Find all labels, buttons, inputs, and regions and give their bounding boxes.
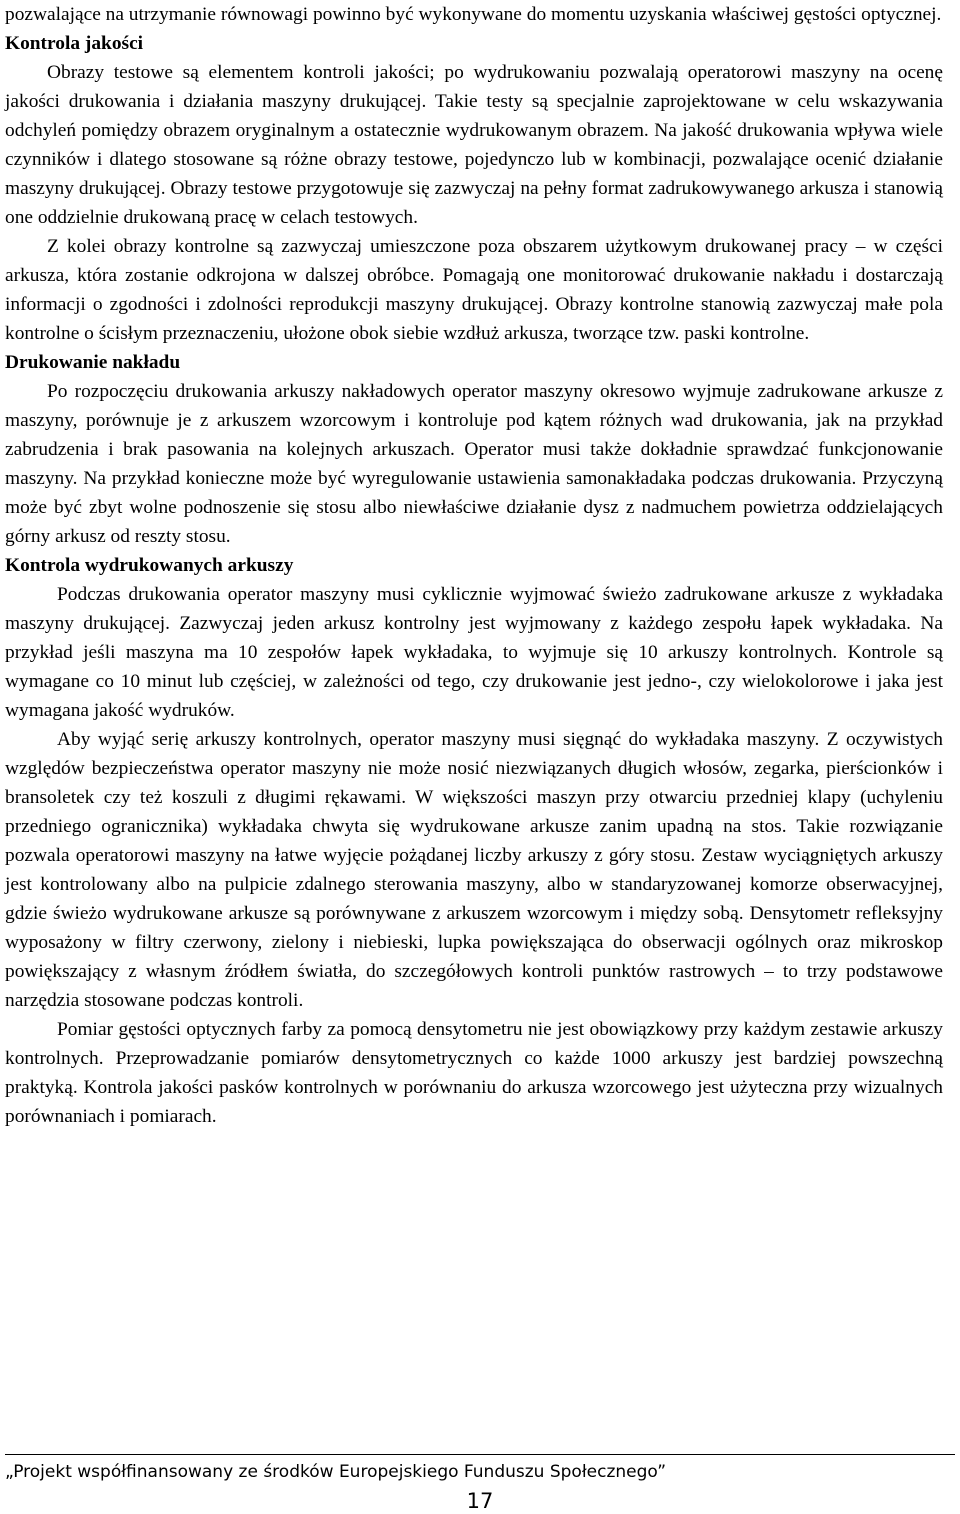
page-number: 17 [466,1489,494,1513]
document-body [5,0,943,1131]
paragraph-wyjmowanie-arkuszy: Podczas drukowania operator maszyny musi cyklicznie wyjmować świeżo zadrukowane arkusze z wykładaka maszyny drukującej. Zazwyczaj jeden arkusz kontrolny jest wyjmowany z każdego zespołu łapek wykładaka. Na przykład jeśli maszyna ma 10 zespołów łapek wykładaka, to wyjmuje się 10 arkuszy kontrolnych. Kontrole są wymagane co 10 minut lub częściej, w zależności od tego, czy drukowanie jest jedno-, czy wielokolorowe i jaka jest wymagana jakość wydruków. [5,584,943,721]
footer-project-note: „Projekt współfinansowany ze środków Europejskiego Funduszu Społecznego” [5,1462,667,1482]
paragraph-pomiar-gestosci: Pomiar gęstości optycznych farby za pomocą densytometru nie jest obowiązkowy przy każdym zestawie arkuszy kontrolnych. Przeprowadzanie pomiarów densytometrycznych co każde 1000 arkuszy jest bardziej powszechną praktyką. Kontrola jakości pasków kontrolnych w porównaniu do arkusza wzorcowego jest użyteczna przy wizualnych porównaniach i pomiarach. [5,1019,943,1127]
heading-drukowanie-nakladu: Drukowanie nakładu [5,352,181,373]
paragraph-continuation: pozwalające na utrzymanie równowagi powinno być wykonywane do momentu uzyskania właściwej gęstości optycznej. [5,4,942,25]
heading-kontrola-wydrukowanych-arkuszy: Kontrola wydrukowanych arkuszy [5,555,294,576]
footer-divider [5,1454,955,1455]
paragraph-drukowanie-nakladu: Po rozpoczęciu drukowania arkuszy nakładowych operator maszyny okresowo wyjmuje zadrukowane arkusze z maszyny, porównuje je z arkuszem wzorcowym i kontroluje pod kątem różnych wad drukowania, jak na przykład zabrudzenia i brak pasowania na kolejnych arkuszach. Operator musi także dokładnie sprawdzać funkcjonowanie maszyny. Na przykład konieczne może być wyregulowanie ustawienia samonakładaka podczas drukowania. Przyczyną może być zbyt wolne podnoszenie się stosu albo niewłaściwe działanie dysz z nadmuchem powietrza oddzielających górny arkusz od reszty stosu. [5,381,943,547]
heading-kontrola-jakosci: Kontrola jakości [5,33,144,54]
paragraph-obrazy-testowe: Obrazy testowe są elementem kontroli jakości; po wydrukowaniu pozwalają operatorowi maszyny na ocenę jakości drukowania i działania maszyny drukującej. Takie testy są specjalnie zaprojektowane w celu wskazywania odchyleń pomiędzy obrazem oryginalnym a ostatecznie wydrukowanym obrazem. Na jakość drukowania wpływa wiele czynników i dlatego stosowane są różne obrazy testowe, pojedynczo lub w kombinacji, pozwalające ocenić działanie maszyny drukującej. Obrazy testowe przygotowuje się zazwyczaj na pełny format zadrukowywanego arkusza i stanowią one oddzielnie drukowaną pracę w celach testowych. [5,62,943,228]
paragraph-obrazy-kontrolne: Z kolei obrazy kontrolne są zazwyczaj umieszczone poza obszarem użytkowym drukowanej pracy – w części arkusza, która zostanie odkrojona w dalszej obróbce. Pomagają one monitorować drukowanie nakładu i dostarczają informacji o zgodności i zdolności reprodukcji maszyny drukującej. Obrazy kontrolne stanowią zazwyczaj małe pola kontrolne o ścisłym przeznaczeniu, ułożone obok siebie wzdłuż arkusza, tworzące tzw. paski kontrolne. [5,236,943,344]
paragraph-seria-arkuszy: Aby wyjąć serię arkuszy kontrolnych, operator maszyny musi sięgnąć do wykładaka maszyny. Z oczywistych względów bezpieczeństwa operator maszyny nie może nosić niezwiązanych długich włosów, zegarka, pierścionków i bransoletek czy też koszuli z długimi rękawami. W większości maszyn przy otwarciu przedniej klapy (uchyleniu przedniego ogranicznika) wykładaka chwyta się wydrukowane arkusze zanim upadną na stos. Takie rozwiązanie pozwala operatorowi maszyny na łatwe wyjęcie pożądanej liczby arkuszy z góry stosu. Zestaw wyciągniętych arkuszy jest kontrolowany albo na pulpicie zdalnego sterowania maszyny, albo w standaryzowanej komorze obserwacyjnej, gdzie świeżo wydrukowane arkusze są porównywane z arkuszem wzorcowym i między sobą. Densytometr refleksyjny wyposażony w filtry czerwony, zielony i niebieski, lupka powiększająca do obserwacji ogólnych oraz mikroskop powiększający z własnym źródłem światła, do szczegółowych kontroli punktów rastrowych – to trzy podstawowe narzędzia stosowane podczas kontroli. [5,729,943,1011]
